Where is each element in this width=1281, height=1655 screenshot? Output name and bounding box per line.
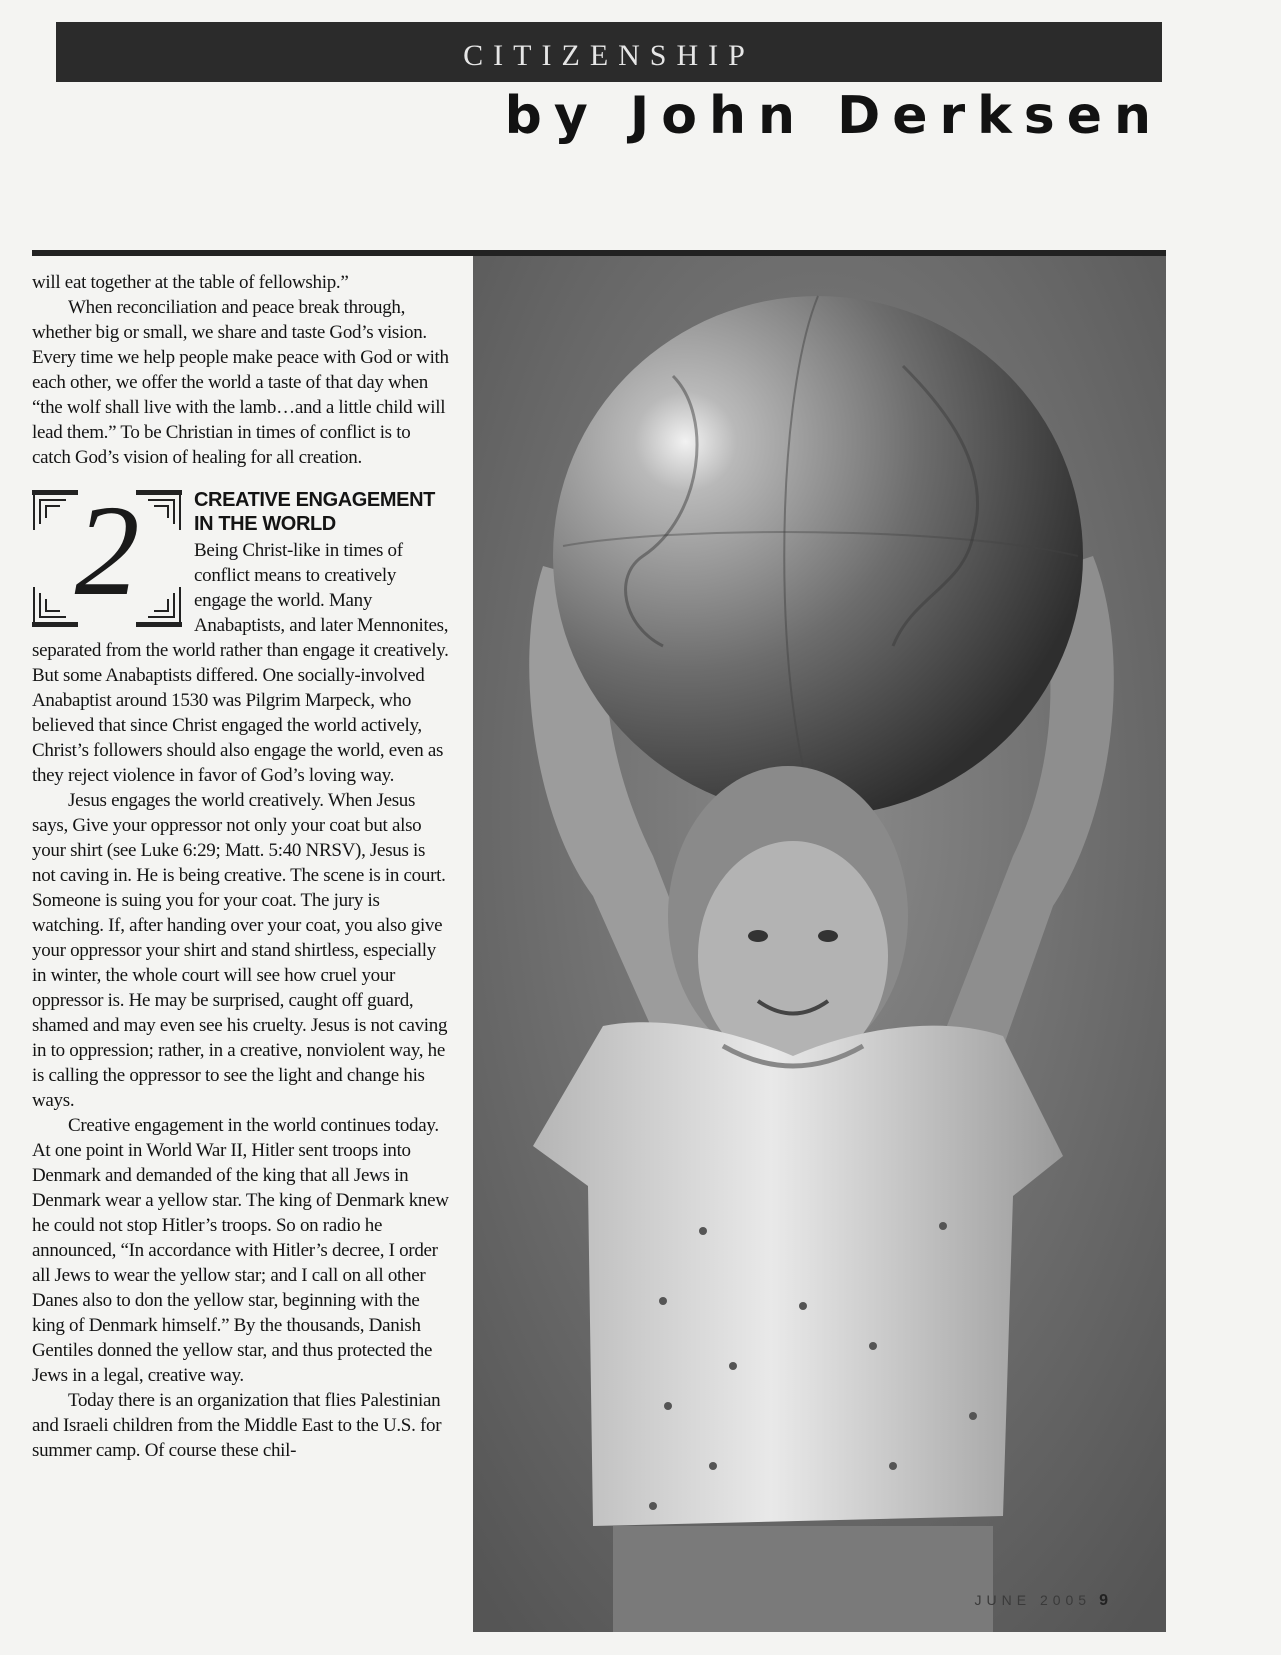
section-number: 2 [74, 488, 140, 623]
paragraph-4: Jesus engages the world creatively. When Jesus says, Give your oppressor not only your coat but also your shirt (see Luke 6:29; Matt. 5:40 NRSV), Jesus is not caving in. He is being creative. The scene is in court. Someone is suing you for your coat. The jury is watching. If, after handing over your coat, you also give your oppressor your shirt and stand shirtless, especially in winter, the whole court will see how cruel your oppressor is. He may be surprised, caught off guard, shamed and may even see his cruelty. Jesus is not caving in to oppression; rather, in a creative, nonviolent way, he is calling the oppressor to see the light and change his ways. [32, 790, 448, 1111]
paragraph-3: Being Christ-like in times of conflict means to creatively engage the world. Many Anabaptists, and later Mennonites, separated from the world rather than engage it creatively. But some Anabaptists differed. One socially-involved Anabaptist around 1530 was Pilgrim Marpeck, who believed that since Christ engaged the world actively, Christ’s followers should also engage the world, even as they reject violence in favor of God’s loving way. [32, 540, 449, 786]
paragraph-5: Creative engagement in the world continues today. At one point in World War II, Hitler sent troops into Denmark and demanded of the king that all Jews in Denmark wear a yellow star. The king of Denmark knew he could not stop Hitler’s troops. So on radio he announced, “In accordance with Hitler’s decree, I order all Jews to wear the yellow star; and I call on all other Danes also to don the yellow star, beginning with the king of Denmark himself.” By the thousands, Danish Gentiles donned the yellow star, and thus protected the Jews in a legal, creative way. [32, 1115, 449, 1386]
paragraph-2: When reconciliation and peace break through, whether big or small, we share and taste God’s vision. Every time we help people make peace with God or with each other, we offer the world a taste of that day when “the wolf shall live with the lamb…and a little child will lead them.” To be Christian in times of conflict is to catch God’s vision of healing for all creation. [32, 297, 449, 468]
byline: by John Derksen [504, 86, 1163, 146]
article-column [32, 270, 452, 1463]
section-number-ornament [32, 490, 182, 627]
section-title: CITIZENSHIP [463, 39, 755, 72]
section-heading: CREATIVE ENGAGEMENT IN THE WORLD [194, 489, 435, 535]
section-2 [32, 488, 452, 788]
globe-icon [553, 296, 1083, 816]
paragraph-1: will eat together at the table of fellowship.” [32, 272, 349, 293]
paragraph-6: Today there is an organization that flies Palestinian and Israeli children from the Middle East to the U.S. for summer camp. Of course these chil- [32, 1390, 442, 1461]
page-number: 9 [1099, 1592, 1108, 1609]
page-footer [975, 1592, 1109, 1610]
child-with-globe-photo [473, 256, 1166, 1632]
issue-date: JUNE 2005 [974, 1592, 1092, 1608]
